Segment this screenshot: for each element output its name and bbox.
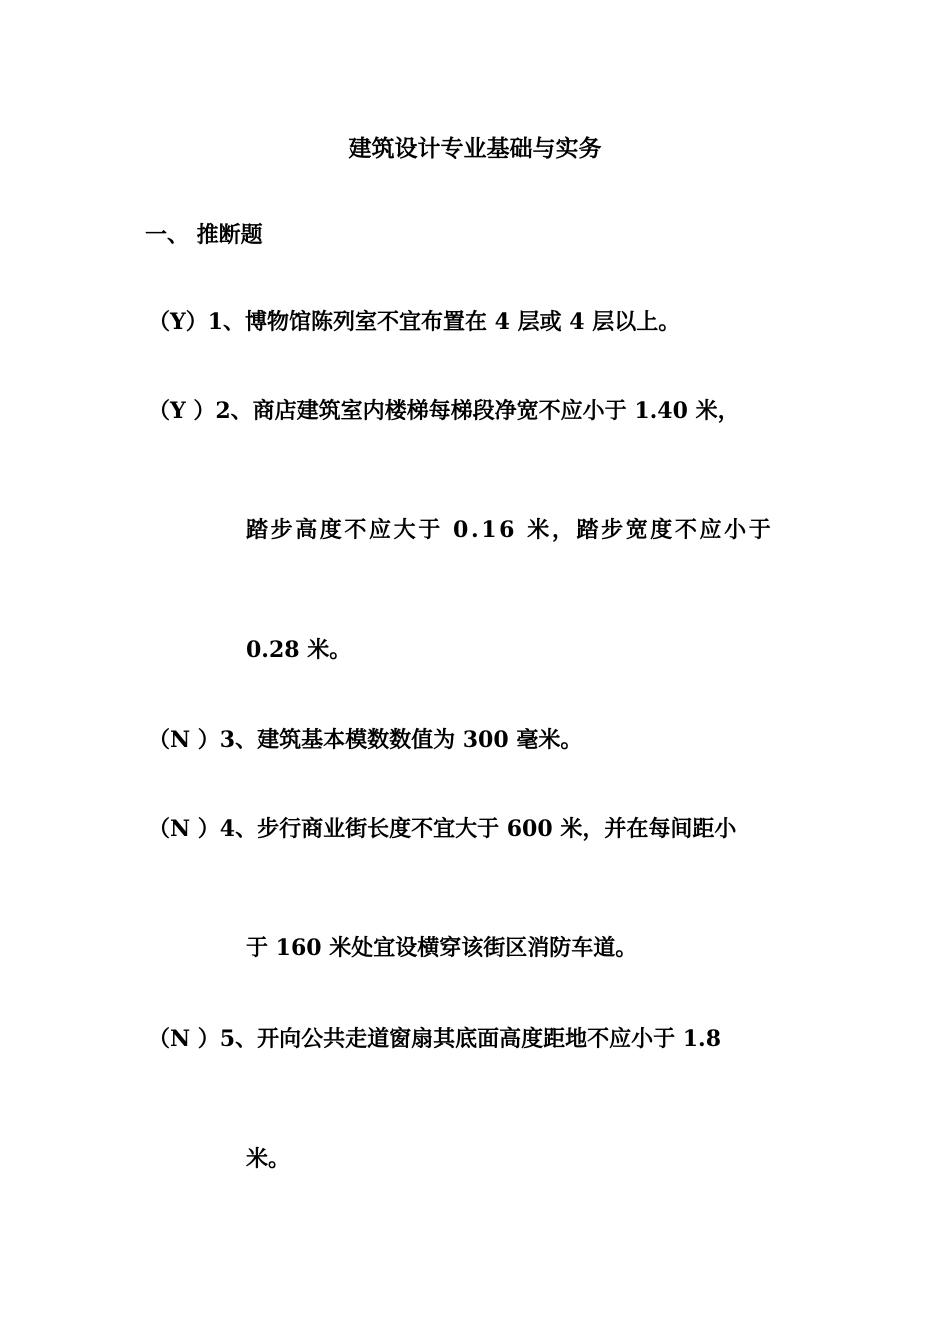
question-5-line-1: （N ）5、开向公共走道窗扇其底面高度距地不应小于 1.8 [148,1026,722,1052]
question-2-line-1: （Y ）2、商店建筑室内楼梯每梯段净宽不应小于 1.40 米， [148,398,740,424]
question-4-line-1: （N ）4、步行商业街长度不宜大于 600 米，并在每间距小 [148,816,737,842]
question-1-line-1: （Y）1、博物馆陈列室不宜布置在 4 层或 4 层以上。 [148,309,681,335]
question-2-line-2: 踏步高度不应大于 0.16 米，踏步宽度不应小于 [246,517,774,543]
question-3-line-1: （N ）3、建筑基本模数数值为 300 毫米。 [148,727,583,753]
question-2-line-3: 0.28 米。 [246,637,352,663]
section-heading: 一、 推断题 [145,222,263,248]
document-title: 建筑设计专业基础与实务 [348,135,602,162]
question-5-line-2: 米。 [246,1146,291,1172]
question-4-line-2: 于 160 米处宜设横穿该街区消防车道。 [246,935,638,961]
